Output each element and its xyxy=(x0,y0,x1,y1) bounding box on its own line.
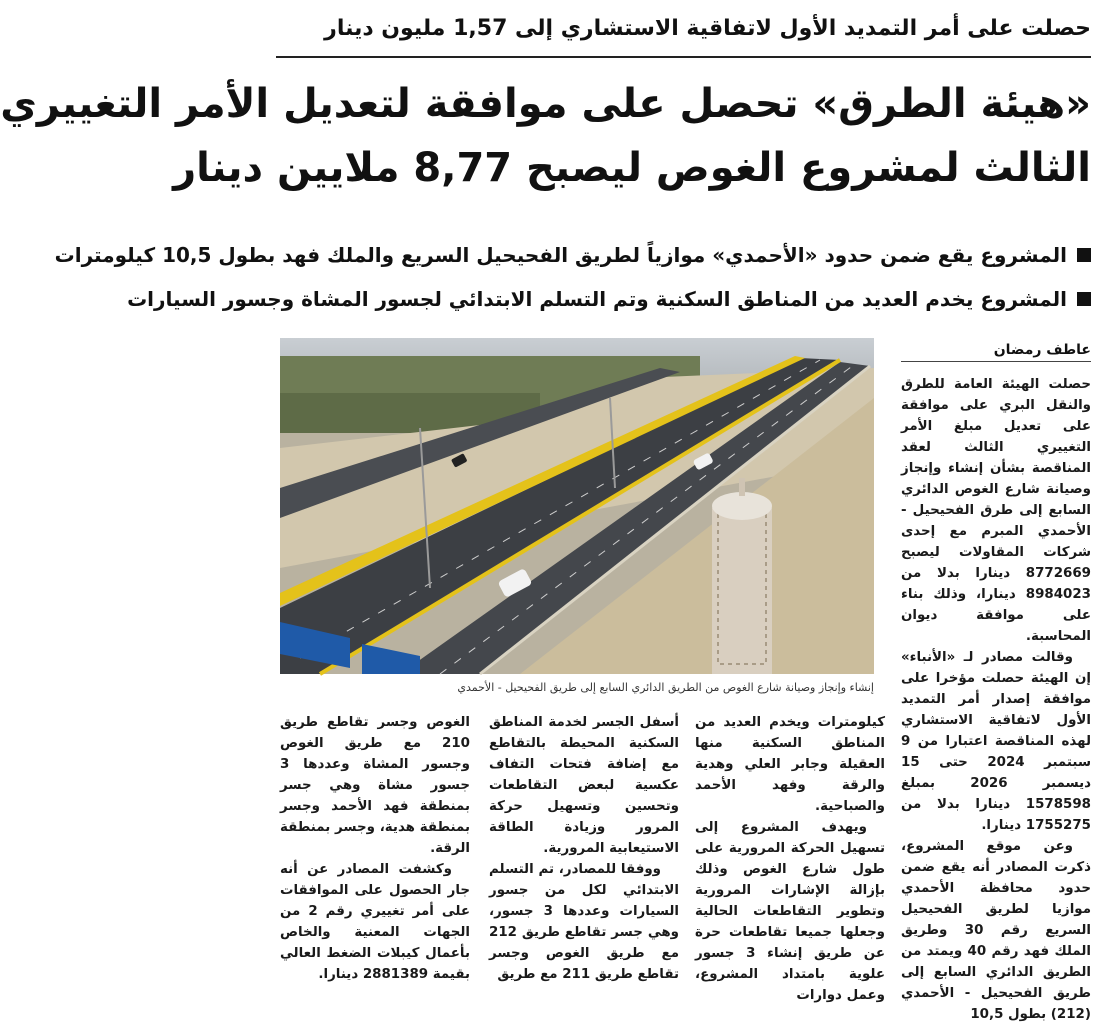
text-column-3 xyxy=(489,712,679,985)
paragraph: وقالت مصادر لـ «الأنباء» إن الهيئة حصلت مؤخرا على موافقة إصدار أمر التمديد الأول لاتفاقية الاستشاري لهذه المناقصة اعتبارا من 9 سبتمبر 2024 حتى 15 ديسمبر 2026 بمبلغ 1578598 دينارا بدلا من 1755275 دينارا. xyxy=(901,650,1091,833)
highway-aerial-image xyxy=(280,338,874,674)
headline-line-1: «هيئة الطرق» تحصل على موافقة لتعديل الأمر التغييري xyxy=(0,81,1091,127)
divider-rule xyxy=(276,56,1091,58)
subheadline-2-text: المشروع يخدم العديد من المناطق السكنية وتم التسلم الابتدائي لجسور المشاة وجسور السيارات xyxy=(127,287,1067,311)
paragraph: الغوص وجسر تقاطع طريق 210 مع طريق الغوص وجسور المشاة وعددها 3 جسور مشاة وهي جسر بمنطقة فهد الأحمد وجسر بمنطقة هدية، وجسر بمنطقة الرقة. xyxy=(280,715,470,856)
paragraph: وعن موقع المشروع، ذكرت المصادر أنه يقع ضمن حدود محافظة الأحمدي موازيا لطريق الفحيحيل السريع رقم 30 وطريق الملك فهد رقم 40 ويمتد من الطريق الدائري السابع إلى طريق الفحيحيل - الأحمدي (212) بطول 10,5 xyxy=(901,839,1091,1022)
paragraph: ووفقا للمصادر، تم التسلم الابتدائي لكل من جسور السيارات وعددها 3 جسور، وهي جسر تقاطع طريق 212 مع طريق الغوص وجسر تقاطع طريق 211 مع طريق xyxy=(489,862,679,982)
text-column-2 xyxy=(695,712,885,1006)
subheadline-1 xyxy=(54,236,1091,274)
photo-caption: إنشاء وإنجاز وصيانة شارع الغوص من الطريق الدائري السابع إلى طريق الفحيحيل - الأحمدي xyxy=(457,681,874,694)
paragraph: ويهدف المشروع إلى تسهيل الحركة المرورية على طول شارع الغوص وذلك بإزالة الإشارات المرورية وتطوير التقاطعات الحالية وجعلها جميعا تقاطعات حرة عن طريق إنشاء 3 جسور علوية بامتداد المشروع، وعمل دوارات xyxy=(695,820,886,1003)
paragraph: كيلومترات ويخدم العديد من المناطق السكنية منها العقيلة وجابر العلي وهدية والرقة وفهد الأحمد والصباحية. xyxy=(695,715,885,814)
main-headline xyxy=(0,72,1091,200)
subheadline-1-text: المشروع يقع ضمن حدود «الأحمدي» موازياً لطريق الفحيحيل السريع والملك فهد بطول 10,5 كيلومترات xyxy=(54,243,1067,267)
article-photo xyxy=(280,338,874,674)
paragraph: حصلت الهيئة العامة للطرق والنقل البري على موافقة على تعديل مبلغ الأمر التغييري الثالث لعقد المناقصة بشأن إنشاء وإنجاز وصيانة شارع الغوص الدائري السابع إلى طرق الفحيحيل - الأحمدي المبرم مع إحدى شركات المقاولات ليصبح 8772669 دينارا بدلا من 8984023 دينارا، وذلك بناء على موافقة ديوان المحاسبة. xyxy=(901,377,1091,644)
bullet-square-icon xyxy=(1077,248,1091,262)
subheadline-2 xyxy=(127,280,1091,318)
headline-line-2: الثالث لمشروع الغوص ليصبح 8,77 ملايين دينار xyxy=(173,145,1091,191)
byline: عاطف رمضان xyxy=(901,340,1091,362)
bullet-square-icon xyxy=(1077,292,1091,306)
text-column-1 xyxy=(901,374,1091,1025)
paragraph: وكشفت المصادر عن أنه جار الحصول على الموافقات على أمر تغييري رقم 2 من الجهات المعنية والخاص بأعمال كيبلات الضغط العالي بقيمة 2881389 دينارا. xyxy=(280,862,470,982)
paragraph: أسفل الجسر لخدمة المناطق السكنية المحيطة بالتقاطع مع إضافة فتحات التفاف عكسية لبعض التقاطعات وتحسين وتسهيل حركة المرور وزيادة الطاقة الاستيعابية المرورية. xyxy=(489,715,679,856)
kicker-headline: حصلت على أمر التمديد الأول لاتفاقية الاستشاري إلى 1,57 مليون دينار xyxy=(324,16,1091,41)
text-column-4 xyxy=(280,712,470,985)
